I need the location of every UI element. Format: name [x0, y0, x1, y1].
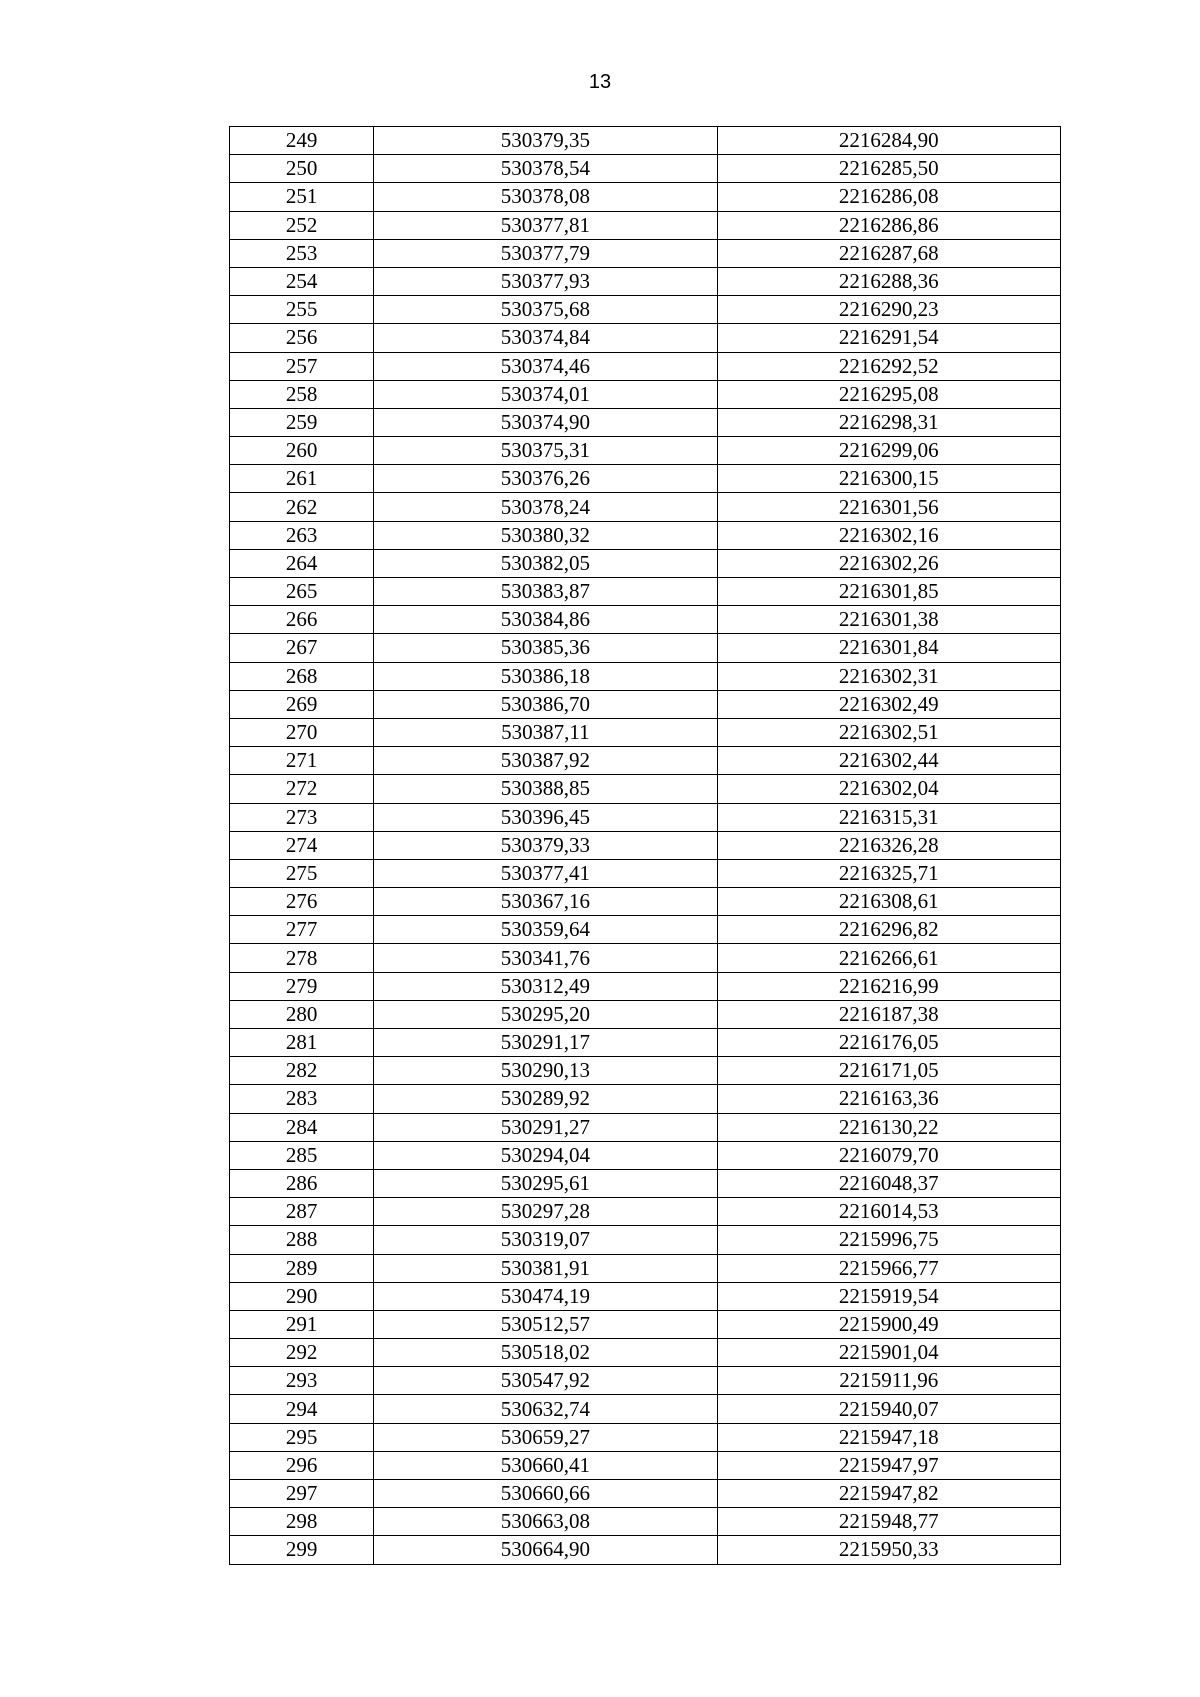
y-coordinate-cell: 2216291,54 [717, 324, 1060, 352]
point-number-cell: 249 [230, 127, 374, 155]
x-coordinate-cell: 530379,33 [374, 831, 717, 859]
point-number-cell: 271 [230, 747, 374, 775]
y-coordinate-cell: 2215947,97 [717, 1451, 1060, 1479]
y-coordinate-cell: 2215947,82 [717, 1480, 1060, 1508]
coordinates-table-body [230, 127, 1061, 1565]
y-coordinate-cell: 2216130,22 [717, 1113, 1060, 1141]
table-row [230, 1029, 1061, 1057]
table-row [230, 578, 1061, 606]
table-row [230, 324, 1061, 352]
y-coordinate-cell: 2216301,38 [717, 606, 1060, 634]
point-number-cell: 288 [230, 1226, 374, 1254]
y-coordinate-cell: 2216290,23 [717, 296, 1060, 324]
table-row [230, 1057, 1061, 1085]
y-coordinate-cell: 2215919,54 [717, 1282, 1060, 1310]
table-row [230, 352, 1061, 380]
x-coordinate-cell: 530659,27 [374, 1423, 717, 1451]
point-number-cell: 266 [230, 606, 374, 634]
point-number-cell: 278 [230, 944, 374, 972]
point-number-cell: 289 [230, 1254, 374, 1282]
y-coordinate-cell: 2216171,05 [717, 1057, 1060, 1085]
point-number-cell: 293 [230, 1367, 374, 1395]
table-row [230, 775, 1061, 803]
y-coordinate-cell: 2216292,52 [717, 352, 1060, 380]
x-coordinate-cell: 530512,57 [374, 1310, 717, 1338]
point-number-cell: 267 [230, 634, 374, 662]
y-coordinate-cell: 2216285,50 [717, 155, 1060, 183]
x-coordinate-cell: 530632,74 [374, 1395, 717, 1423]
x-coordinate-cell: 530378,54 [374, 155, 717, 183]
table-row [230, 1113, 1061, 1141]
y-coordinate-cell: 2215947,18 [717, 1423, 1060, 1451]
table-row [230, 1000, 1061, 1028]
x-coordinate-cell: 530291,27 [374, 1113, 717, 1141]
point-number-cell: 263 [230, 521, 374, 549]
point-number-cell: 251 [230, 183, 374, 211]
table-row [230, 521, 1061, 549]
table-row [230, 662, 1061, 690]
x-coordinate-cell: 530664,90 [374, 1536, 717, 1564]
y-coordinate-cell: 2215948,77 [717, 1508, 1060, 1536]
x-coordinate-cell: 530291,17 [374, 1029, 717, 1057]
table-row [230, 718, 1061, 746]
y-coordinate-cell: 2216266,61 [717, 944, 1060, 972]
x-coordinate-cell: 530377,93 [374, 267, 717, 295]
y-coordinate-cell: 2216302,16 [717, 521, 1060, 549]
table-row [230, 1085, 1061, 1113]
table-row [230, 1226, 1061, 1254]
x-coordinate-cell: 530386,70 [374, 690, 717, 718]
x-coordinate-cell: 530312,49 [374, 972, 717, 1000]
point-number-cell: 273 [230, 803, 374, 831]
point-number-cell: 258 [230, 380, 374, 408]
point-number-cell: 287 [230, 1198, 374, 1226]
table-row [230, 239, 1061, 267]
table-row [230, 831, 1061, 859]
table-row [230, 1395, 1061, 1423]
y-coordinate-cell: 2216301,84 [717, 634, 1060, 662]
x-coordinate-cell: 530375,31 [374, 437, 717, 465]
table-row [230, 1169, 1061, 1197]
y-coordinate-cell: 2216315,31 [717, 803, 1060, 831]
y-coordinate-cell: 2216286,08 [717, 183, 1060, 211]
point-number-cell: 257 [230, 352, 374, 380]
point-number-cell: 296 [230, 1451, 374, 1479]
table-row [230, 437, 1061, 465]
y-coordinate-cell: 2216079,70 [717, 1141, 1060, 1169]
point-number-cell: 254 [230, 267, 374, 295]
table-row [230, 1451, 1061, 1479]
x-coordinate-cell: 530386,18 [374, 662, 717, 690]
y-coordinate-cell: 2216295,08 [717, 380, 1060, 408]
table-row [230, 944, 1061, 972]
table-row [230, 549, 1061, 577]
table-row [230, 155, 1061, 183]
y-coordinate-cell: 2216288,36 [717, 267, 1060, 295]
point-number-cell: 250 [230, 155, 374, 183]
x-coordinate-cell: 530385,36 [374, 634, 717, 662]
y-coordinate-cell: 2215966,77 [717, 1254, 1060, 1282]
point-number-cell: 261 [230, 465, 374, 493]
y-coordinate-cell: 2216302,04 [717, 775, 1060, 803]
y-coordinate-cell: 2216296,82 [717, 916, 1060, 944]
x-coordinate-cell: 530474,19 [374, 1282, 717, 1310]
table-row [230, 1536, 1061, 1564]
x-coordinate-cell: 530378,24 [374, 493, 717, 521]
table-row [230, 1282, 1061, 1310]
point-number-cell: 298 [230, 1508, 374, 1536]
point-number-cell: 269 [230, 690, 374, 718]
table-row [230, 1423, 1061, 1451]
point-number-cell: 295 [230, 1423, 374, 1451]
y-coordinate-cell: 2216326,28 [717, 831, 1060, 859]
y-coordinate-cell: 2216325,71 [717, 859, 1060, 887]
y-coordinate-cell: 2216284,90 [717, 127, 1060, 155]
y-coordinate-cell: 2216302,51 [717, 718, 1060, 746]
y-coordinate-cell: 2215900,49 [717, 1310, 1060, 1338]
x-coordinate-cell: 530388,85 [374, 775, 717, 803]
point-number-cell: 275 [230, 859, 374, 887]
point-number-cell: 277 [230, 916, 374, 944]
x-coordinate-cell: 530319,07 [374, 1226, 717, 1254]
table-row [230, 408, 1061, 436]
table-row [230, 803, 1061, 831]
x-coordinate-cell: 530377,41 [374, 859, 717, 887]
point-number-cell: 255 [230, 296, 374, 324]
y-coordinate-cell: 2216299,06 [717, 437, 1060, 465]
x-coordinate-cell: 530380,32 [374, 521, 717, 549]
table-row [230, 972, 1061, 1000]
x-coordinate-cell: 530359,64 [374, 916, 717, 944]
x-coordinate-cell: 530374,84 [374, 324, 717, 352]
point-number-cell: 256 [230, 324, 374, 352]
x-coordinate-cell: 530374,46 [374, 352, 717, 380]
x-coordinate-cell: 530518,02 [374, 1339, 717, 1367]
point-number-cell: 292 [230, 1339, 374, 1367]
point-number-cell: 259 [230, 408, 374, 436]
y-coordinate-cell: 2215901,04 [717, 1339, 1060, 1367]
y-coordinate-cell: 2215950,33 [717, 1536, 1060, 1564]
point-number-cell: 253 [230, 239, 374, 267]
x-coordinate-cell: 530378,08 [374, 183, 717, 211]
y-coordinate-cell: 2216301,56 [717, 493, 1060, 521]
x-coordinate-cell: 530374,01 [374, 380, 717, 408]
x-coordinate-cell: 530384,86 [374, 606, 717, 634]
point-number-cell: 265 [230, 578, 374, 606]
y-coordinate-cell: 2216014,53 [717, 1198, 1060, 1226]
point-number-cell: 281 [230, 1029, 374, 1057]
point-number-cell: 282 [230, 1057, 374, 1085]
table-row [230, 916, 1061, 944]
point-number-cell: 299 [230, 1536, 374, 1564]
point-number-cell: 280 [230, 1000, 374, 1028]
table-row [230, 465, 1061, 493]
y-coordinate-cell: 2216302,26 [717, 549, 1060, 577]
x-coordinate-cell: 530341,76 [374, 944, 717, 972]
y-coordinate-cell: 2216216,99 [717, 972, 1060, 1000]
x-coordinate-cell: 530374,90 [374, 408, 717, 436]
y-coordinate-cell: 2216302,49 [717, 690, 1060, 718]
point-number-cell: 279 [230, 972, 374, 1000]
x-coordinate-cell: 530387,11 [374, 718, 717, 746]
point-number-cell: 276 [230, 888, 374, 916]
x-coordinate-cell: 530383,87 [374, 578, 717, 606]
y-coordinate-cell: 2216300,15 [717, 465, 1060, 493]
y-coordinate-cell: 2216286,86 [717, 211, 1060, 239]
x-coordinate-cell: 530375,68 [374, 296, 717, 324]
point-number-cell: 262 [230, 493, 374, 521]
table-row [230, 493, 1061, 521]
y-coordinate-cell: 2215996,75 [717, 1226, 1060, 1254]
point-number-cell: 274 [230, 831, 374, 859]
table-row [230, 747, 1061, 775]
point-number-cell: 268 [230, 662, 374, 690]
x-coordinate-cell: 530381,91 [374, 1254, 717, 1282]
point-number-cell: 291 [230, 1310, 374, 1338]
table-row [230, 1310, 1061, 1338]
x-coordinate-cell: 530367,16 [374, 888, 717, 916]
x-coordinate-cell: 530295,61 [374, 1169, 717, 1197]
x-coordinate-cell: 530547,92 [374, 1367, 717, 1395]
y-coordinate-cell: 2215940,07 [717, 1395, 1060, 1423]
table-row [230, 1367, 1061, 1395]
table-row [230, 859, 1061, 887]
point-number-cell: 260 [230, 437, 374, 465]
x-coordinate-cell: 530377,79 [374, 239, 717, 267]
y-coordinate-cell: 2216048,37 [717, 1169, 1060, 1197]
point-number-cell: 283 [230, 1085, 374, 1113]
table-row [230, 211, 1061, 239]
point-number-cell: 290 [230, 1282, 374, 1310]
x-coordinate-cell: 530295,20 [374, 1000, 717, 1028]
table-row [230, 606, 1061, 634]
point-number-cell: 270 [230, 718, 374, 746]
y-coordinate-cell: 2216187,38 [717, 1000, 1060, 1028]
point-number-cell: 286 [230, 1169, 374, 1197]
table-row [230, 296, 1061, 324]
table-row [230, 380, 1061, 408]
table-row [230, 1254, 1061, 1282]
y-coordinate-cell: 2215911,96 [717, 1367, 1060, 1395]
point-number-cell: 264 [230, 549, 374, 577]
table-row [230, 634, 1061, 662]
point-number-cell: 272 [230, 775, 374, 803]
table-row [230, 888, 1061, 916]
point-number-cell: 285 [230, 1141, 374, 1169]
x-coordinate-cell: 530377,81 [374, 211, 717, 239]
table-row [230, 267, 1061, 295]
point-number-cell: 284 [230, 1113, 374, 1141]
table-row [230, 1339, 1061, 1367]
x-coordinate-cell: 530663,08 [374, 1508, 717, 1536]
y-coordinate-cell: 2216302,31 [717, 662, 1060, 690]
table-row [230, 1141, 1061, 1169]
y-coordinate-cell: 2216301,85 [717, 578, 1060, 606]
y-coordinate-cell: 2216308,61 [717, 888, 1060, 916]
table-row [230, 1508, 1061, 1536]
x-coordinate-cell: 530382,05 [374, 549, 717, 577]
point-number-cell: 252 [230, 211, 374, 239]
x-coordinate-cell: 530387,92 [374, 747, 717, 775]
coordinates-table [229, 126, 1061, 1565]
table-row [230, 1480, 1061, 1508]
x-coordinate-cell: 530660,66 [374, 1480, 717, 1508]
x-coordinate-cell: 530396,45 [374, 803, 717, 831]
table-row [230, 127, 1061, 155]
y-coordinate-cell: 2216287,68 [717, 239, 1060, 267]
x-coordinate-cell: 530290,13 [374, 1057, 717, 1085]
page-number: 13 [588, 71, 612, 93]
y-coordinate-cell: 2216176,05 [717, 1029, 1060, 1057]
x-coordinate-cell: 530294,04 [374, 1141, 717, 1169]
x-coordinate-cell: 530379,35 [374, 127, 717, 155]
table-row [230, 183, 1061, 211]
point-number-cell: 297 [230, 1480, 374, 1508]
y-coordinate-cell: 2216163,36 [717, 1085, 1060, 1113]
table-row [230, 1198, 1061, 1226]
y-coordinate-cell: 2216302,44 [717, 747, 1060, 775]
table-row [230, 690, 1061, 718]
x-coordinate-cell: 530289,92 [374, 1085, 717, 1113]
y-coordinate-cell: 2216298,31 [717, 408, 1060, 436]
x-coordinate-cell: 530660,41 [374, 1451, 717, 1479]
x-coordinate-cell: 530376,26 [374, 465, 717, 493]
x-coordinate-cell: 530297,28 [374, 1198, 717, 1226]
point-number-cell: 294 [230, 1395, 374, 1423]
